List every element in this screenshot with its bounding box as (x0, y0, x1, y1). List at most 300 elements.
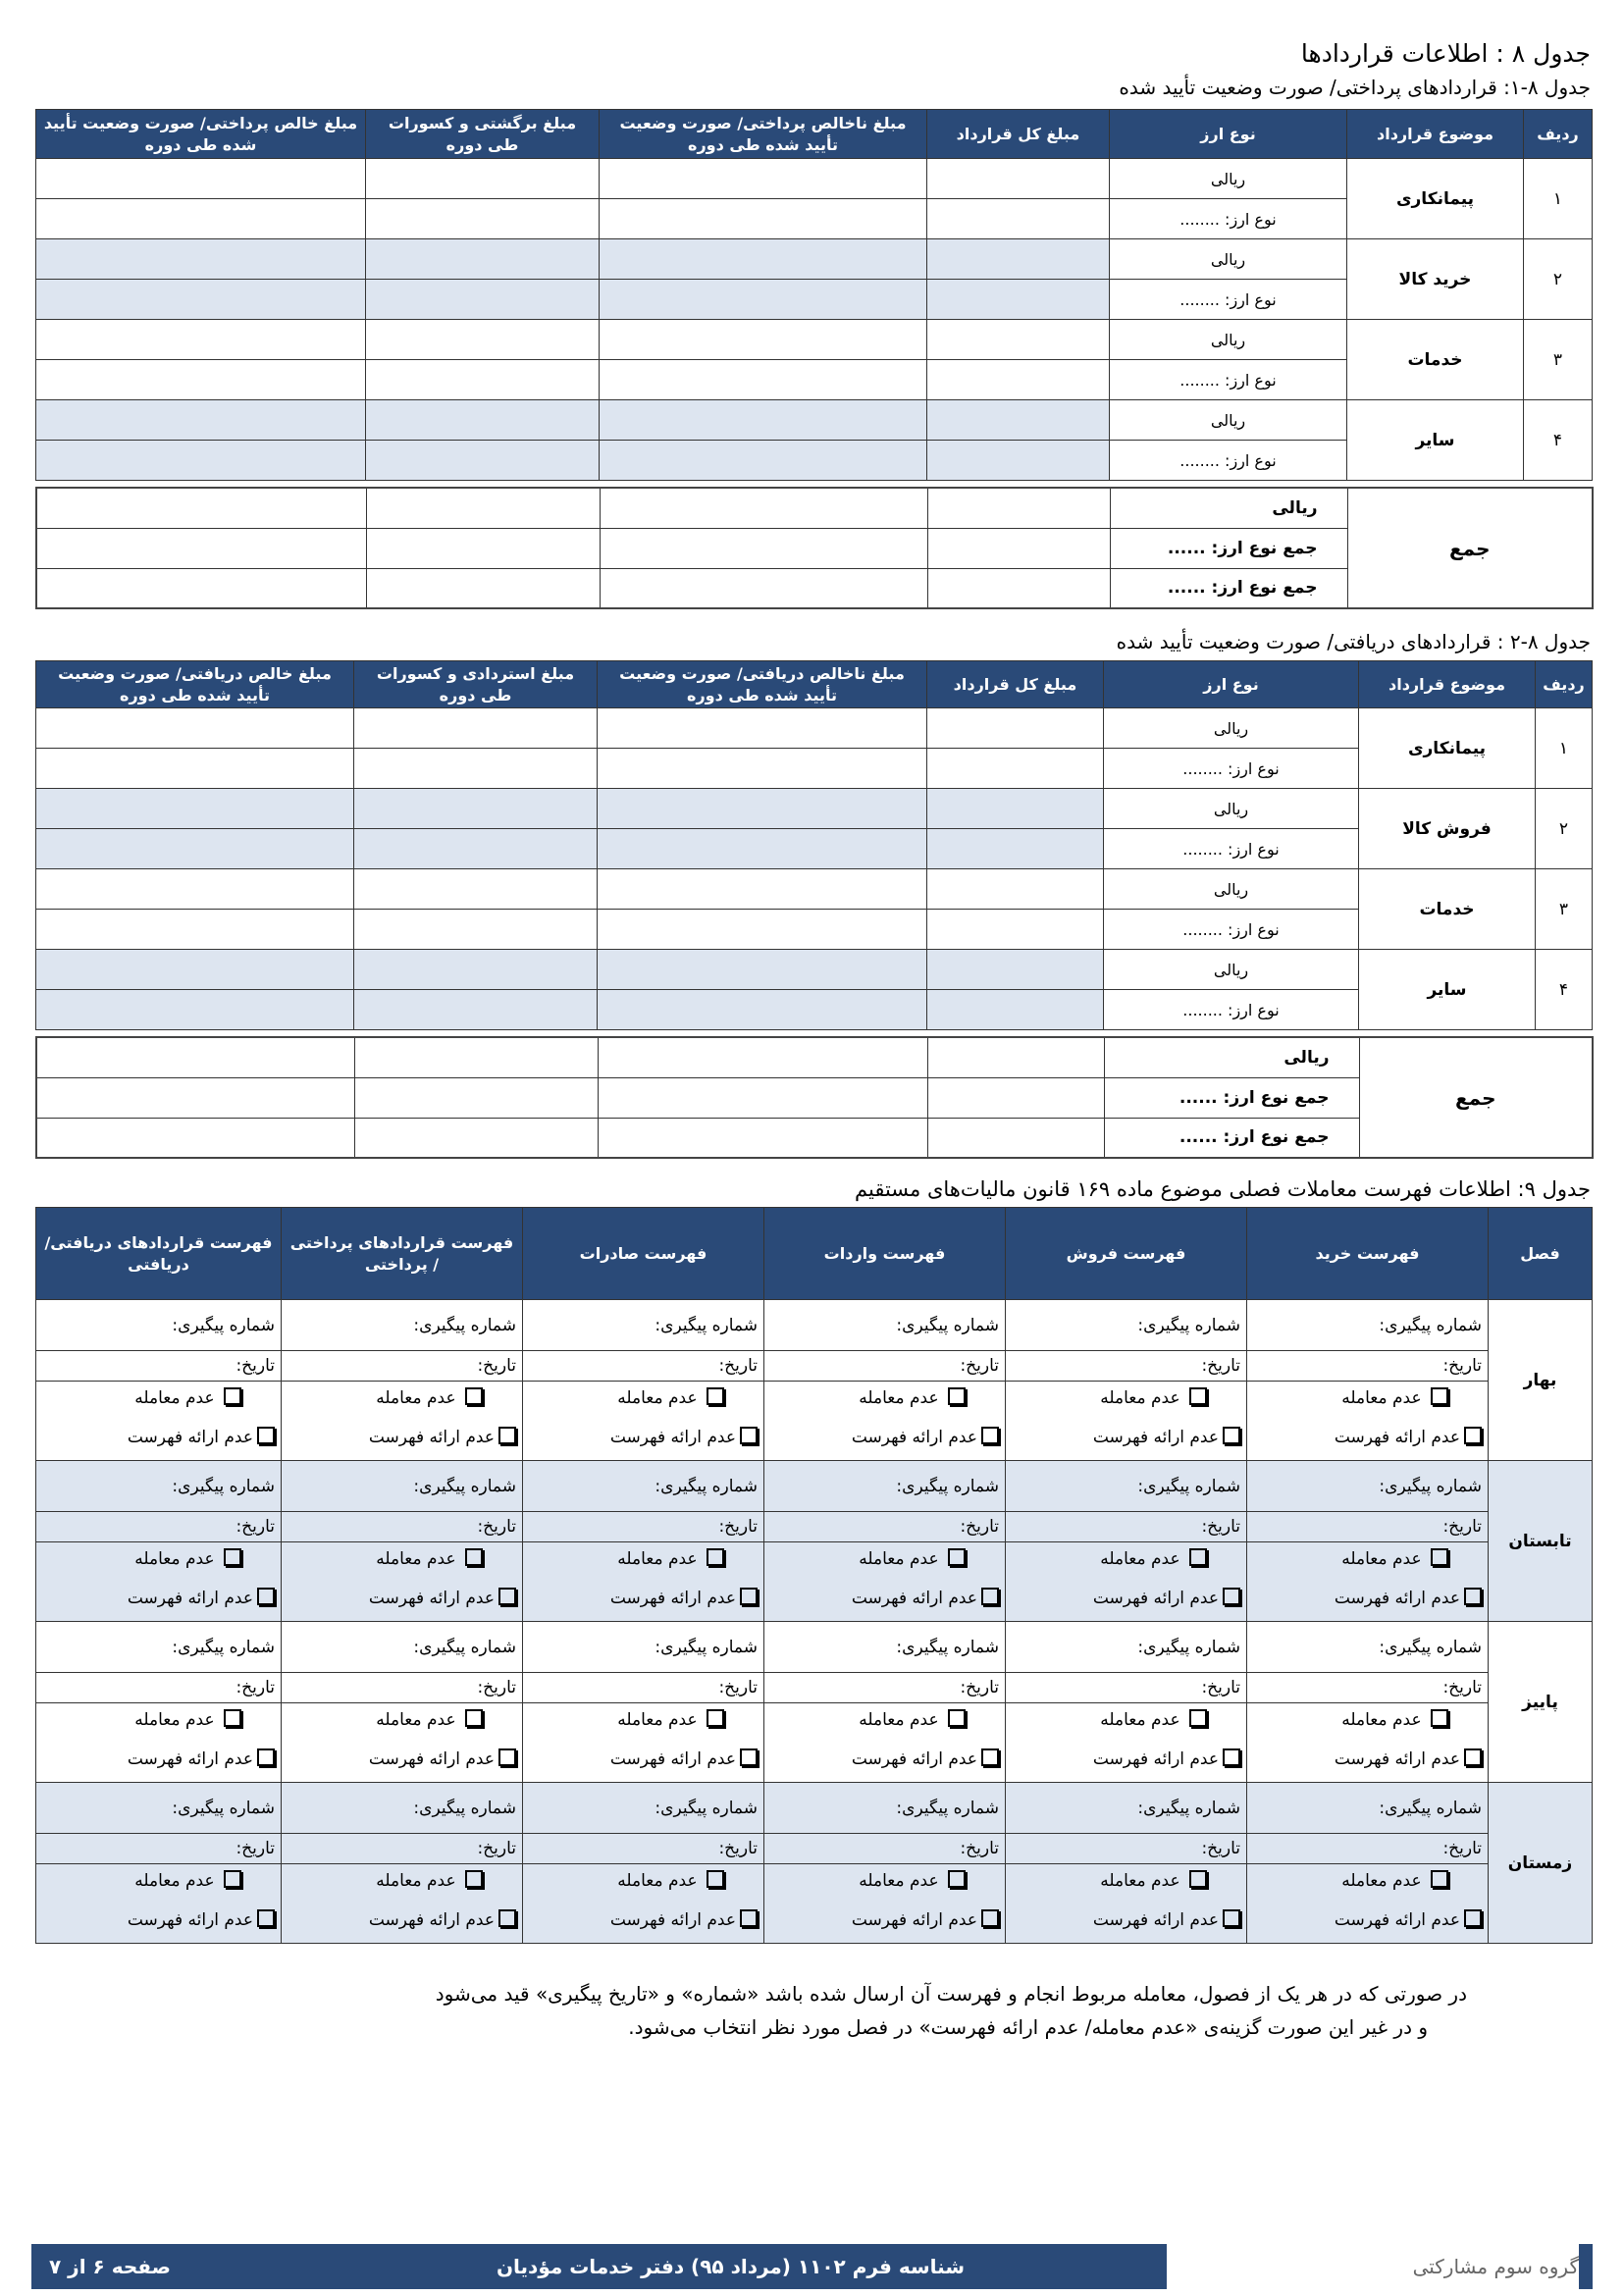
amount-cell[interactable] (366, 159, 600, 199)
sum-cell[interactable] (598, 1118, 927, 1158)
list-cell[interactable] (36, 1622, 282, 1673)
list-cell[interactable] (282, 1300, 523, 1351)
amount-cell[interactable] (36, 320, 366, 360)
no-transaction-checkbox[interactable] (1189, 1709, 1207, 1727)
no-transaction-checkbox[interactable] (465, 1870, 483, 1888)
no-list-label: عدم ارائه فهرست (1092, 1910, 1219, 1931)
no-list-checkbox[interactable] (1223, 1588, 1240, 1605)
amount-cell[interactable] (927, 400, 1110, 441)
header-gross-amount: مبلغ ناخالص دریافتی/ صورت وضعیت تأیید شده طی دوره (598, 661, 927, 708)
no-list-checkbox[interactable] (1464, 1588, 1482, 1605)
no-list-checkbox[interactable] (981, 1748, 999, 1766)
amount-cell[interactable] (600, 199, 927, 239)
date-label: تاریخ: (718, 1839, 758, 1858)
list-cell[interactable] (1247, 1673, 1489, 1703)
amount-cell[interactable] (354, 950, 598, 990)
list-cell[interactable] (523, 1300, 764, 1351)
amount-cell[interactable] (36, 280, 366, 320)
no-list-checkbox[interactable] (498, 1427, 516, 1444)
currency-other: نوع ارز: ........ (1104, 749, 1359, 789)
no-transaction-checkbox[interactable] (1431, 1548, 1448, 1566)
amount-cell[interactable] (354, 910, 598, 950)
no-list-checkbox[interactable] (1464, 1909, 1482, 1927)
table2-title: جدول ۸-۲ : قراردادهای دریافتی/ صورت وضعیت تأیید شده (1116, 630, 1591, 653)
date-label: تاریخ: (477, 1678, 516, 1697)
list-cell[interactable] (764, 1351, 1006, 1382)
list-cell[interactable] (1247, 1834, 1489, 1864)
amount-cell[interactable] (354, 869, 598, 910)
list-cell[interactable] (764, 1512, 1006, 1542)
list-cell[interactable] (282, 1512, 523, 1542)
tracking-label: شماره پیگیری: (413, 1315, 516, 1335)
date-label: تاریخ: (236, 1356, 275, 1376)
tracking-label: شماره پیگیری: (655, 1315, 758, 1335)
amount-cell[interactable] (927, 199, 1110, 239)
no-transaction-checkbox[interactable] (948, 1870, 966, 1888)
no-transaction-checkbox[interactable] (1189, 1870, 1207, 1888)
no-transaction-label: عدم معامله (376, 1388, 456, 1409)
sum-cell[interactable] (354, 1118, 598, 1158)
amount-cell[interactable] (927, 789, 1104, 829)
date-label: تاریخ: (477, 1839, 516, 1858)
date-label: تاریخ: (477, 1517, 516, 1537)
list-cell (1006, 1737, 1247, 1783)
date-label: تاریخ: (236, 1678, 275, 1697)
list-cell[interactable] (36, 1673, 282, 1703)
no-list-checkbox[interactable] (498, 1588, 516, 1605)
list-cell[interactable] (1006, 1351, 1247, 1382)
list-cell (36, 1898, 282, 1944)
amount-cell[interactable] (354, 708, 598, 749)
list-cell[interactable] (36, 1351, 282, 1382)
no-transaction-checkbox[interactable] (224, 1870, 241, 1888)
no-list-checkbox[interactable] (257, 1588, 275, 1605)
amount-cell[interactable] (354, 749, 598, 789)
no-transaction-checkbox[interactable] (707, 1870, 724, 1888)
amount-cell[interactable] (366, 441, 600, 481)
no-transaction-checkbox[interactable] (948, 1709, 966, 1727)
amount-cell[interactable] (36, 910, 354, 950)
no-list-label: عدم ارائه فهرست (368, 1749, 495, 1770)
no-transaction-label: عدم معامله (617, 1871, 698, 1892)
amount-cell[interactable] (36, 829, 354, 869)
no-list-checkbox[interactable] (981, 1588, 999, 1605)
sum-label: جمع (1359, 1037, 1593, 1158)
contract-subject: خدمات (1359, 869, 1536, 950)
no-list-checkbox[interactable] (740, 1748, 758, 1766)
list-cell[interactable] (523, 1622, 764, 1673)
list-cell[interactable] (1006, 1834, 1247, 1864)
date-label: تاریخ: (1201, 1356, 1240, 1376)
row-number: ۴ (1536, 950, 1593, 1030)
date-label: تاریخ: (960, 1839, 999, 1858)
no-list-checkbox[interactable] (740, 1588, 758, 1605)
amount-cell[interactable] (598, 708, 927, 749)
note-line-2: و در غیر این صورت گزینه‌ی «عدم معامله/ عدم ارائه فهرست» در فصل مورد نظر انتخاب می‌شود. (628, 2015, 1428, 2039)
amount-cell[interactable] (598, 910, 927, 950)
amount-cell[interactable] (366, 280, 600, 320)
sum-cell[interactable] (927, 528, 1110, 568)
header-net-amount: مبلغ خالص پرداختی/ صورت وضعیت تأیید شده طی دوره (36, 110, 366, 159)
amount-cell[interactable] (598, 789, 927, 829)
no-transaction-checkbox[interactable] (224, 1548, 241, 1566)
table-9 (35, 1207, 1593, 1944)
amount-cell[interactable] (927, 441, 1110, 481)
date-label: تاریخ: (960, 1356, 999, 1376)
header-subject: موضوع قرارداد (1359, 661, 1536, 708)
tracking-label: شماره پیگیری: (1379, 1476, 1482, 1496)
sum-cell[interactable] (366, 568, 600, 608)
amount-cell[interactable] (36, 159, 366, 199)
sum-cell[interactable] (600, 568, 927, 608)
contract-subject: پیمانکاری (1347, 159, 1524, 239)
table-8-2-sum (35, 1036, 1594, 1159)
no-transaction-checkbox[interactable] (948, 1548, 966, 1566)
header-total-amount: مبلغ کل قرارداد (927, 661, 1104, 708)
amount-cell[interactable] (36, 360, 366, 400)
sum-other: جمع نوع ارز: ...... (1104, 1077, 1359, 1118)
list-cell[interactable] (1006, 1512, 1247, 1542)
sum-cell[interactable] (36, 568, 366, 608)
amount-cell[interactable] (927, 280, 1110, 320)
amount-cell[interactable] (927, 869, 1104, 910)
list-cell[interactable] (523, 1461, 764, 1512)
amount-cell[interactable] (927, 990, 1104, 1030)
list-cell[interactable] (1006, 1673, 1247, 1703)
list-cell[interactable] (1006, 1300, 1247, 1351)
amount-cell[interactable] (927, 239, 1110, 280)
list-cell (282, 1703, 523, 1737)
list-cell[interactable] (36, 1834, 282, 1864)
amount-cell[interactable] (598, 829, 927, 869)
list-cell[interactable] (1247, 1783, 1489, 1834)
currency-rial: ریالی (1110, 400, 1347, 441)
currency-other: نوع ارز: ........ (1104, 990, 1359, 1030)
list-cell (1247, 1864, 1489, 1898)
list-cell[interactable] (36, 1461, 282, 1512)
season-label: تابستان (1489, 1461, 1593, 1622)
amount-cell[interactable] (36, 441, 366, 481)
amount-cell[interactable] (366, 199, 600, 239)
amount-cell[interactable] (600, 441, 927, 481)
currency-rial: ریالی (1104, 869, 1359, 910)
list-cell (764, 1737, 1006, 1783)
no-list-checkbox[interactable] (1464, 1427, 1482, 1444)
header-returns: مبلغ برگشتی و کسورات طی دوره (366, 110, 600, 159)
no-transaction-label: عدم معامله (376, 1871, 456, 1892)
amount-cell[interactable] (598, 950, 927, 990)
list-cell[interactable] (36, 1512, 282, 1542)
footer-bar (31, 2244, 1593, 2289)
tracking-label: شماره پیگیری: (1137, 1637, 1240, 1657)
sum-cell[interactable] (36, 488, 366, 528)
no-list-checkbox[interactable] (1223, 1427, 1240, 1444)
no-list-checkbox[interactable] (498, 1909, 516, 1927)
list-cell (523, 1737, 764, 1783)
amount-cell[interactable] (366, 360, 600, 400)
no-transaction-checkbox[interactable] (1189, 1548, 1207, 1566)
list-cell[interactable] (1006, 1622, 1247, 1673)
date-label: تاریخ: (960, 1678, 999, 1697)
tracking-label: شماره پیگیری: (413, 1637, 516, 1657)
no-transaction-checkbox[interactable] (465, 1387, 483, 1405)
no-list-checkbox[interactable] (740, 1909, 758, 1927)
contract-subject: پیمانکاری (1359, 708, 1536, 789)
no-list-label: عدم ارائه فهرست (1334, 1749, 1460, 1770)
no-transaction-label: عدم معامله (1100, 1871, 1180, 1892)
list-cell (523, 1415, 764, 1461)
no-list-checkbox[interactable] (981, 1427, 999, 1444)
sum-cell[interactable] (36, 1118, 354, 1158)
tracking-label: شماره پیگیری: (413, 1476, 516, 1496)
list-cell[interactable] (1247, 1461, 1489, 1512)
list-cell[interactable] (282, 1673, 523, 1703)
sum-cell[interactable] (598, 1077, 927, 1118)
amount-cell[interactable] (366, 400, 600, 441)
no-list-checkbox[interactable] (981, 1909, 999, 1927)
sum-cell[interactable] (354, 1077, 598, 1118)
list-cell[interactable] (764, 1834, 1006, 1864)
list-cell[interactable] (523, 1673, 764, 1703)
sum-rial: ریالی (1104, 1037, 1359, 1077)
sum-cell[interactable] (36, 1037, 354, 1077)
sum-cell[interactable] (36, 528, 366, 568)
sum-cell[interactable] (600, 528, 927, 568)
list-cell[interactable] (1247, 1622, 1489, 1673)
no-transaction-checkbox[interactable] (707, 1709, 724, 1727)
header-paid-contracts-list: فهرست قراردادهای پرداختی / پرداختی (282, 1208, 523, 1300)
amount-cell[interactable] (366, 320, 600, 360)
amount-cell[interactable] (598, 990, 927, 1030)
no-list-label: عدم ارائه فهرست (609, 1428, 736, 1448)
contract-subject: سایر (1359, 950, 1536, 1030)
no-transaction-checkbox[interactable] (465, 1709, 483, 1727)
amount-cell[interactable] (36, 749, 354, 789)
list-cell (764, 1898, 1006, 1944)
list-cell (764, 1864, 1006, 1898)
list-cell (36, 1864, 282, 1898)
amount-cell[interactable] (600, 239, 927, 280)
list-cell (1006, 1382, 1247, 1415)
tracking-label: شماره پیگیری: (172, 1637, 275, 1657)
no-list-checkbox[interactable] (1223, 1748, 1240, 1766)
amount-cell[interactable] (36, 869, 354, 910)
no-transaction-checkbox[interactable] (1189, 1387, 1207, 1405)
no-list-checkbox[interactable] (257, 1748, 275, 1766)
list-cell (1247, 1737, 1489, 1783)
list-cell[interactable] (282, 1834, 523, 1864)
currency-rial: ریالی (1110, 239, 1347, 280)
list-cell[interactable] (1247, 1300, 1489, 1351)
amount-cell[interactable] (366, 239, 600, 280)
list-cell (1006, 1542, 1247, 1576)
sum-cell[interactable] (36, 1077, 354, 1118)
footer-page: صفحه ۶ از ۷ (49, 2255, 171, 2278)
list-cell[interactable] (1247, 1351, 1489, 1382)
list-cell[interactable] (523, 1512, 764, 1542)
amount-cell[interactable] (927, 950, 1104, 990)
season-label: زمستان (1489, 1783, 1593, 1944)
no-transaction-checkbox[interactable] (224, 1709, 241, 1727)
list-cell (1006, 1703, 1247, 1737)
sum-other: جمع نوع ارز: ...... (1110, 568, 1347, 608)
date-label: تاریخ: (718, 1678, 758, 1697)
amount-cell[interactable] (600, 159, 927, 199)
sum-cell[interactable] (598, 1037, 927, 1077)
no-list-label: عدم ارائه فهرست (1092, 1428, 1219, 1448)
amount-cell[interactable] (354, 789, 598, 829)
tracking-label: شماره پیگیری: (896, 1476, 999, 1496)
no-list-checkbox[interactable] (740, 1427, 758, 1444)
currency-rial: ریالی (1110, 159, 1347, 199)
list-cell (282, 1898, 523, 1944)
list-cell[interactable] (764, 1622, 1006, 1673)
amount-cell[interactable] (354, 990, 598, 1030)
list-cell (1247, 1703, 1489, 1737)
table1-title: جدول ۸-۱: قراردادهای پرداختی/ صورت وضعیت تأیید شده (1119, 76, 1591, 99)
sum-rial: ریالی (1110, 488, 1347, 528)
no-transaction-label: عدم معامله (1341, 1549, 1422, 1570)
list-cell (36, 1382, 282, 1415)
sum-cell[interactable] (927, 1077, 1104, 1118)
no-list-label: عدم ارائه فهرست (851, 1589, 977, 1609)
amount-cell[interactable] (36, 708, 354, 749)
amount-cell[interactable] (600, 400, 927, 441)
amount-cell[interactable] (36, 199, 366, 239)
list-cell[interactable] (282, 1783, 523, 1834)
no-transaction-checkbox[interactable] (1431, 1870, 1448, 1888)
amount-cell[interactable] (927, 749, 1104, 789)
no-list-checkbox[interactable] (257, 1427, 275, 1444)
no-list-label: عدم ارائه فهرست (1092, 1749, 1219, 1770)
list-cell[interactable] (282, 1461, 523, 1512)
list-cell (1247, 1898, 1489, 1944)
amount-cell[interactable] (36, 239, 366, 280)
list-cell[interactable] (764, 1673, 1006, 1703)
table-8-1 (35, 109, 1593, 481)
sum-other: جمع نوع ارز: ...... (1110, 528, 1347, 568)
currency-other: نوع ارز: ........ (1104, 829, 1359, 869)
list-cell[interactable] (764, 1461, 1006, 1512)
no-transaction-checkbox[interactable] (1431, 1709, 1448, 1727)
list-cell[interactable] (282, 1622, 523, 1673)
season-label: پاییز (1489, 1622, 1593, 1783)
section8-title: جدول ۸ : اطلاعات قراردادها (1300, 39, 1591, 68)
amount-cell[interactable] (598, 869, 927, 910)
sum-cell[interactable] (354, 1037, 598, 1077)
currency-rial: ریالی (1104, 789, 1359, 829)
list-cell (1006, 1898, 1247, 1944)
tracking-label: شماره پیگیری: (172, 1476, 275, 1496)
no-list-checkbox[interactable] (498, 1748, 516, 1766)
list-cell[interactable] (1006, 1783, 1247, 1834)
sum-cell[interactable] (366, 488, 600, 528)
amount-cell[interactable] (36, 789, 354, 829)
no-list-checkbox[interactable] (1223, 1909, 1240, 1927)
list-cell[interactable] (282, 1351, 523, 1382)
amount-cell[interactable] (927, 320, 1110, 360)
sum-cell[interactable] (927, 568, 1110, 608)
no-transaction-label: عدم معامله (1341, 1710, 1422, 1731)
list-cell (764, 1542, 1006, 1576)
amount-cell[interactable] (600, 280, 927, 320)
list-cell[interactable] (523, 1834, 764, 1864)
no-list-label: عدم ارائه فهرست (1092, 1589, 1219, 1609)
amount-cell[interactable] (927, 708, 1104, 749)
sum-cell[interactable] (927, 1037, 1104, 1077)
header-total-amount: مبلغ کل قرارداد (927, 110, 1110, 159)
no-transaction-checkbox[interactable] (1431, 1387, 1448, 1405)
amount-cell[interactable] (927, 159, 1110, 199)
sum-cell[interactable] (366, 528, 600, 568)
section9-title: جدول ۹: اطلاعات فهرست معاملات فصلی موضوع ماده ۱۶۹ قانون مالیات‌های مستقیم (855, 1177, 1591, 1201)
no-transaction-label: عدم معامله (1100, 1388, 1180, 1409)
amount-cell[interactable] (354, 829, 598, 869)
list-cell[interactable] (1006, 1461, 1247, 1512)
sum-cell[interactable] (927, 1118, 1104, 1158)
amount-cell[interactable] (36, 950, 354, 990)
no-transaction-label: عدم معامله (134, 1871, 215, 1892)
list-cell (1006, 1576, 1247, 1622)
amount-cell[interactable] (36, 400, 366, 441)
sum-cell[interactable] (600, 488, 927, 528)
list-cell (36, 1737, 282, 1783)
list-cell[interactable] (36, 1300, 282, 1351)
amount-cell[interactable] (927, 360, 1110, 400)
no-transaction-checkbox[interactable] (224, 1387, 241, 1405)
header-received-contracts-list: فهرست قراردادهای دریافتی/ دریافتی (36, 1208, 282, 1300)
amount-cell[interactable] (598, 749, 927, 789)
no-list-label: عدم ارائه فهرست (851, 1910, 977, 1931)
list-cell (282, 1382, 523, 1415)
no-transaction-checkbox[interactable] (465, 1548, 483, 1566)
tracking-label: شماره پیگیری: (896, 1798, 999, 1818)
no-transaction-label: عدم معامله (617, 1388, 698, 1409)
currency-other: نوع ارز: ........ (1104, 910, 1359, 950)
no-list-checkbox[interactable] (1464, 1748, 1482, 1766)
list-cell (282, 1576, 523, 1622)
list-cell[interactable] (523, 1351, 764, 1382)
table-8-1-sum (35, 487, 1594, 609)
currency-other: نوع ارز: ........ (1110, 360, 1347, 400)
list-cell (523, 1576, 764, 1622)
no-list-label: عدم ارائه فهرست (368, 1428, 495, 1448)
no-list-checkbox[interactable] (257, 1909, 275, 1927)
no-transaction-checkbox[interactable] (948, 1387, 966, 1405)
list-cell[interactable] (36, 1783, 282, 1834)
tracking-label: شماره پیگیری: (172, 1798, 275, 1818)
footer-group: گروه سوم مشارکتی (1166, 2244, 1579, 2289)
list-cell (523, 1864, 764, 1898)
list-cell[interactable] (523, 1783, 764, 1834)
amount-cell[interactable] (600, 320, 927, 360)
amount-cell[interactable] (927, 910, 1104, 950)
tracking-label: شماره پیگیری: (655, 1798, 758, 1818)
list-cell[interactable] (1247, 1512, 1489, 1542)
no-transaction-checkbox[interactable] (707, 1387, 724, 1405)
list-cell[interactable] (764, 1300, 1006, 1351)
amount-cell[interactable] (927, 829, 1104, 869)
amount-cell[interactable] (36, 990, 354, 1030)
sum-cell[interactable] (927, 488, 1110, 528)
list-cell[interactable] (764, 1783, 1006, 1834)
date-label: تاریخ: (1201, 1517, 1240, 1537)
no-transaction-label: عدم معامله (134, 1549, 215, 1570)
tracking-label: شماره پیگیری: (1379, 1315, 1482, 1335)
amount-cell[interactable] (600, 360, 927, 400)
row-number: ۲ (1536, 789, 1593, 869)
no-transaction-checkbox[interactable] (707, 1548, 724, 1566)
